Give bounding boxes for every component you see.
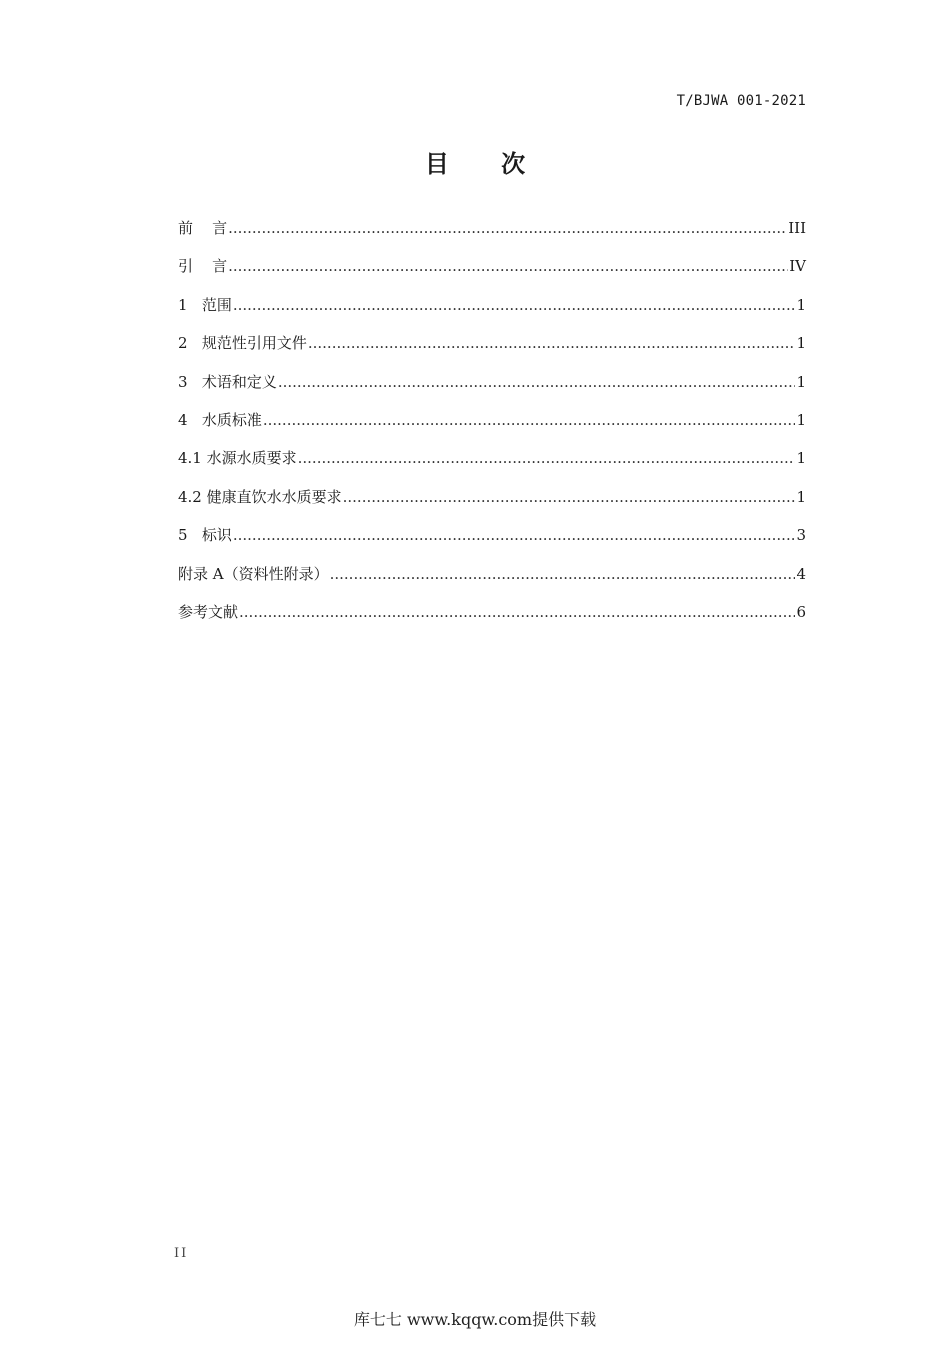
toc-leader xyxy=(228,218,787,238)
toc-leader xyxy=(233,295,796,315)
toc-entry-normative-references[interactable] xyxy=(178,333,806,371)
toc-entry-page: 3 xyxy=(796,526,806,545)
toc-leader xyxy=(278,372,796,392)
toc-entry-page: 4 xyxy=(796,564,806,583)
toc-leader xyxy=(263,410,796,430)
toc-entry-page: 1 xyxy=(796,295,806,314)
toc-entry-water-quality-standard[interactable] xyxy=(178,410,806,448)
toc-entry-label: 4.1 水源水质要求 xyxy=(178,449,297,468)
toc-entry-label: 引 言 xyxy=(178,257,228,276)
toc-entry-foreword[interactable] xyxy=(178,218,806,256)
toc-entry-introduction[interactable] xyxy=(178,256,806,294)
toc-entry-source-water-quality[interactable] xyxy=(178,448,806,486)
toc-entry-page: IV xyxy=(789,257,806,276)
toc-entry-page: 6 xyxy=(796,602,806,621)
toc-entry-label: 前 言 xyxy=(178,219,228,237)
toc-leader xyxy=(330,564,796,584)
toc-leader xyxy=(298,448,796,468)
toc-entry-page: 1 xyxy=(796,449,806,468)
toc-leader xyxy=(228,256,788,276)
toc-entry-scope[interactable] xyxy=(178,295,806,333)
toc-leader xyxy=(239,602,795,622)
page-number: II xyxy=(174,1246,189,1261)
toc-entry-label: 附录 A（资料性附录） xyxy=(178,564,329,583)
download-watermark: 库七七 www.kqqw.com提供下载 xyxy=(353,1310,597,1329)
toc-entry-drinking-water-quality[interactable] xyxy=(178,487,806,525)
toc-entry-bibliography[interactable] xyxy=(178,602,806,640)
toc-list xyxy=(178,218,806,640)
toc-leader xyxy=(233,525,796,545)
toc-entry-label: 4 水质标准 xyxy=(178,410,262,429)
toc-entry-label: 5 标识 xyxy=(178,526,232,545)
toc-entry-page: 1 xyxy=(796,410,806,429)
toc-entry-labeling[interactable] xyxy=(178,525,806,563)
standard-code: T/BJWA 001-2021 xyxy=(676,93,806,109)
toc-entry-label: 参考文献 xyxy=(178,602,239,621)
toc-entry-page: 1 xyxy=(796,334,806,353)
toc-leader xyxy=(343,487,796,507)
toc-entry-label: 3 术语和定义 xyxy=(178,372,277,391)
toc-entry-label: 2 规范性引用文件 xyxy=(178,334,307,353)
toc-entry-page: III xyxy=(788,219,806,237)
toc-entry-page: 1 xyxy=(796,487,806,506)
toc-entry-label: 4.2 健康直饮水水质要求 xyxy=(178,487,342,506)
toc-entry-label: 1 范围 xyxy=(178,295,232,314)
toc-leader xyxy=(308,333,796,353)
toc-title: 目 次 xyxy=(424,150,548,178)
toc-entry-appendix-a[interactable] xyxy=(178,564,806,602)
toc-entry-page: 1 xyxy=(796,372,806,391)
toc-entry-terms-definitions[interactable] xyxy=(178,372,806,410)
